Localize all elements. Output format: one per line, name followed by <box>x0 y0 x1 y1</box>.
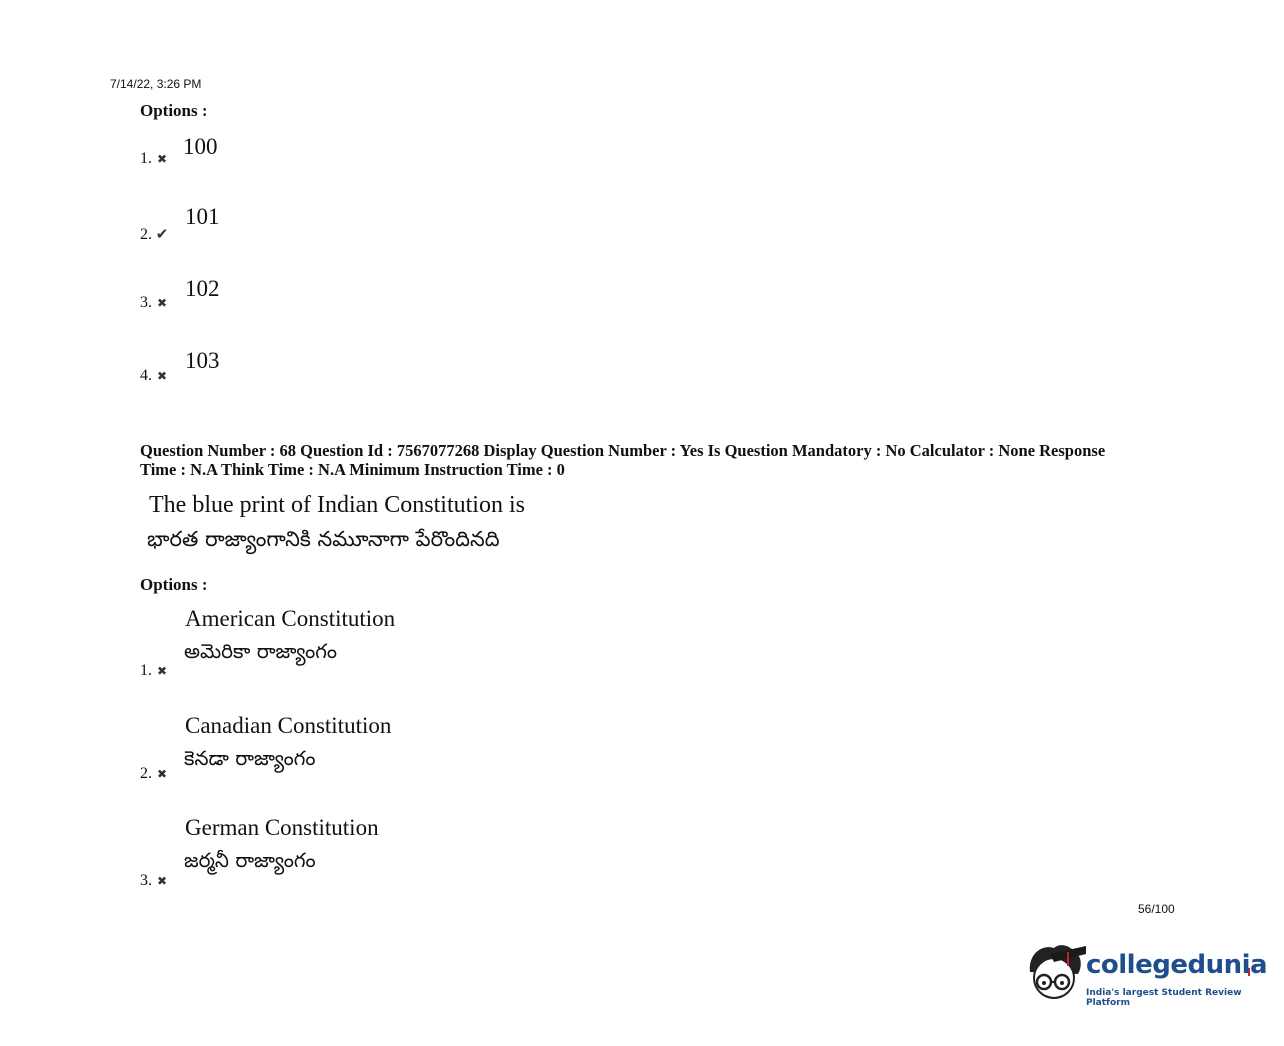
logo-tagline: India's largest Student Review Platform <box>1086 988 1242 1008</box>
page-number: 56/100 <box>1138 902 1175 916</box>
option-number: 4. <box>140 367 152 384</box>
option-number: 2. <box>140 765 152 782</box>
logo-wordmark: collegedunia <box>1086 950 1268 980</box>
option-row <box>140 606 540 686</box>
option-value: 101 <box>185 204 220 229</box>
option-value: 100 <box>183 134 218 159</box>
options-heading: Options : <box>140 575 208 594</box>
option-value: 103 <box>185 348 220 373</box>
option-text-english: Canadian Constitution <box>185 713 392 738</box>
correct-check-icon: ✔ <box>155 225 169 243</box>
question-info-line: Question Number : 68 Question Id : 7567077268 Display Question Number : Yes Is Question Mandatory : No Calculator : None Response <box>140 441 1106 460</box>
options-heading: Options : <box>140 101 208 120</box>
wrong-mark-icon: ✖ <box>156 296 168 310</box>
wrong-mark-icon: ✖ <box>156 767 168 781</box>
option-value: 102 <box>185 276 220 301</box>
wrong-mark-icon: ✖ <box>156 369 168 383</box>
question-text-english: The blue print of Indian Constitution is <box>149 492 525 518</box>
option-text-telugu: కెనడా రాజ్యాంగం <box>184 746 316 770</box>
print-timestamp: 7/14/22, 3:26 PM <box>110 77 202 91</box>
option-text-telugu: జర్మనీ రాజ్యాంగం <box>184 848 316 872</box>
option-number: 1. <box>140 150 152 167</box>
question-info-line: Time : N.A Think Time : N.A Minimum Instruction Time : 0 <box>140 460 565 479</box>
option-text-telugu: అమెరికా రాజ్యాంగం <box>184 639 338 663</box>
option-text-english: American Constitution <box>185 606 396 631</box>
wrong-mark-icon: ✖ <box>156 152 168 166</box>
question-text-telugu: భారత రాజ్యాంగానికి నమూనాగా పేరొందినది <box>147 527 500 551</box>
wrong-mark-icon: ✖ <box>156 664 168 678</box>
option-number: 2. <box>140 226 152 243</box>
question-info <box>140 441 1170 479</box>
option-row <box>140 815 540 895</box>
option-number: 1. <box>140 662 152 679</box>
option-number: 3. <box>140 872 152 889</box>
option-number: 3. <box>140 294 152 311</box>
wrong-mark-icon: ✖ <box>156 874 168 888</box>
option-row <box>140 713 540 793</box>
option-text-english: German Constitution <box>185 815 379 840</box>
